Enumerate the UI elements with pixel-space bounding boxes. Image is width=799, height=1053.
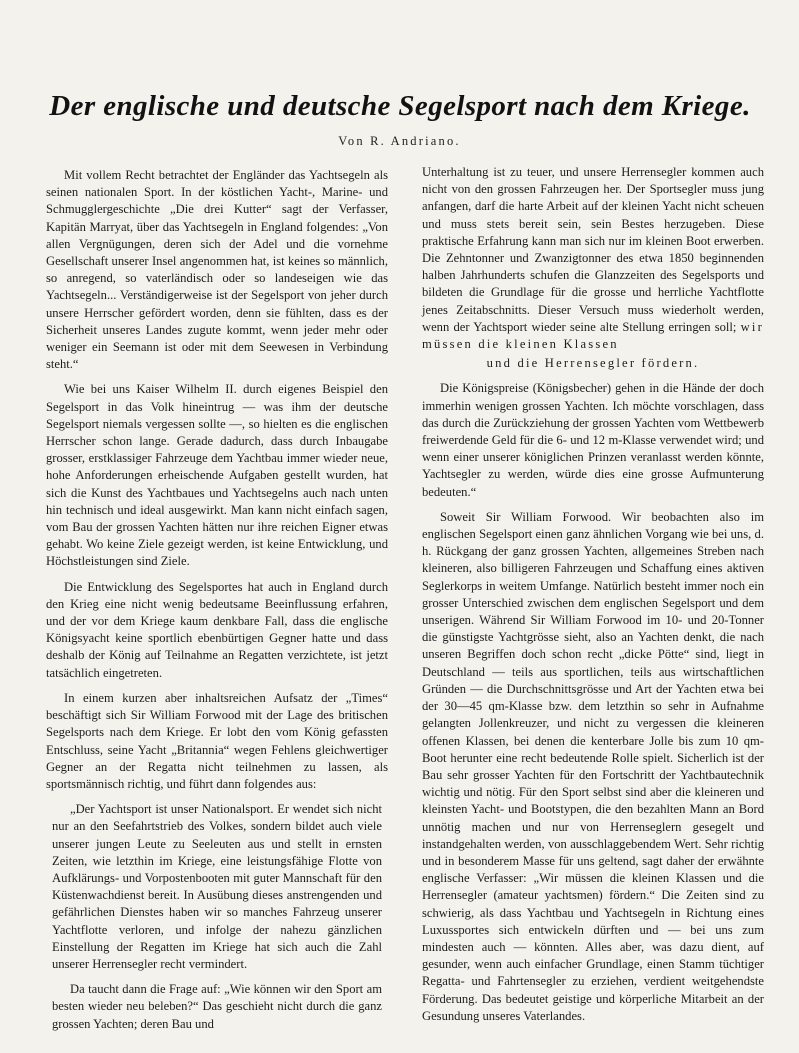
left-column (46, 167, 388, 1041)
article-byline: Von R. Andriano. (338, 134, 461, 148)
quote-paragraph: „Der Yachtsport ist unser Nationalsport. Er wendet sich nicht nur an den Seefahrtstrieb des Volkes, sondern bildet auch viele unserer jungen Leute zu Seeleuten aus und stellt in ernsten Zeiten, wie letzthin im Kriege, eine leistungsfähige Flotte von Aufklärungs- und Vorpostenbooten mit guter Mannschaft für den Küstenwachdienst bereit. In Ausübung dieses anstrengenden und gefährlichen Dienstes haben wir so manches Fahrzeug unserer Yachtflotte verloren, und infolge der nahezu gänzlichen Einstellung der Regatten im Kriege hat sich auch die Zahl unserer Herrensegler recht vermindert. (52, 802, 382, 971)
paragraph: Soweit Sir William Forwood. Wir beobachten also im englischen Segelsport einen ganz ähnlichen Vorgang wie bei uns, d. h. Rückgang der ganz grossen Yachten, allgemeines Streben nach kleineren, also billigeren Fahrzeugen und Schaffung eines aktiven Seglerkorps in weitem Umfange. Natürlich besteht immer noch ein grosser Unterschied zwischen dem englischen Segelsport und dem unserigen. Während Sir William Forwood im 10- und 20-Tonner die günstigste Yachtgrösse sieht, also an Yachten denkt, die nach unseren Begriffen doch schon recht „dicke Pötte“ sind, liegt in Deutschland — teils aus sportlichen, teils aus wirtschaftlichen Gründen — die Durchschnittsgrösse und Art der Yachten etwa bei der 30—45 qm-Klasse bzw. dem letzthin so sehr in Aufnahme gelangten Jollenkreuzer, und nicht zu vergessen die kleineren offenen Klassen, bei denen die kenterbare Jolle bis zum 10 qm-Boot herunter eine recht bedeutende Rolle spielt. Sicherlich ist der Bau sehr grosser Yachten für den Fortschritt der Yachtbautechnik wichtig und nötig. Für den Sport selbst sind aber die kleineren und kleinsten Yacht- und Bootstypen, die den bezahlten Mann an Bord unnötig machen und nur von Herrenseglern gesegelt und instandgehalten werden, von ausschlaggebendem Wert. Sehr richtig und in besonderem Masse für uns geltend, sagt daher der erwähnte englische Verfasser: „Wir müssen die kleinen Klassen und die Herrensegler (amateur yachtsmen) fördern.“ Die Zeiten sind zu schwierig, als dass Yachtbau und Yachtsegeln in Richtung eines Luxussportes sich entwickeln dürften und — bei uns zum mindesten auch — könnten. Alles aber, was dazu dient, auf gesunder, wenn auch einfacher Grundlage, einen Stamm tüchtiger Regatta- und Fahrtensegler zu erziehen, verdient weitgehendste Förderung. Das bedeutet geistige und körperliche Mitarbeit an der Gesundung unseres Vaterlandes. (422, 509, 764, 1023)
paragraph: Wie bei uns Kaiser Wilhelm II. durch eigenes Beispiel den Segelsport in das Volk hineintrug — was ihm der deutsche Segelsport niemals vergessen sollte —, so hielten es die englischen Herrscher schon lange. Gerade dadurch, dass durch Inbaugabe grosser, erstklassiger Fahrzeuge dem Yachtbau immer wieder neue, hohe Anforderungen erheischende Aufgaben gestellt wurden, hat sich die Kunst des Yachtbaues und Yachtsegelns auch nach unten hin technisch und ideal ausgewirkt. Man kann nicht einfach sagen, vom Bau der grossen Yachten hätten nur ihre reichen Eigner etwas gehabt. Wo keine Ziele gezeigt werden, ist keine Entwicklung, und Höchstleistungen sind Ziele. (46, 382, 388, 569)
emphasized-text: wir müssen die kleinen Klassen (422, 319, 764, 352)
paragraph: Mit vollem Recht betrachtet der Engländer das Yachtsegeln als seinen nationalen Sport. In der köstlichen Yacht-, Marine- und Schmugglergeschichte „Die drei Kutter“ sagt der Verfasser, Kapitän Marryat, über das Yachtsegeln in England folgendes: „Von allen Vergnügungen, deren sich der Adel und die vornehme Gesellschaft unserer Insel angenommen hat, ist keines so männlich, so anregend, so vaterländisch oder so landeseigen wie das Yachtsegeln... Verständigerweise ist der Segelsport von jeher durch unsere Herrscher gefördert worden, denn sie fühlten, dass es der Sicherheit unseres Landes zugute kommt, wenn jeder mehr oder weniger ein Seemann ist oder mit dem Seewesen in Verbindung steht.“ (46, 168, 388, 372)
paragraph: Die Entwicklung des Segelsportes hat auch in England durch den Krieg eine nicht wenig bedeutsame Beeinflussung erfahren, und der vor dem Kriege kaum denkbare Fall, dass die englische Königsyacht keine sportlich ebenbürtigen Gegner hatte und dass deshalb der König auf Teilnahme an Regatten verzichtete, ist jetzt tatsächlich eingetreten. (46, 579, 388, 680)
paragraph (422, 164, 764, 353)
paragraph: In einem kurzen aber inhaltsreichen Aufsatz der „Times“ beschäftigt sich Sir William Forwood mit der Lage des britischen Segelsports nach dem Kriege. Er lobt den vom König gefassten Entschluss, seine Yacht „Britannia“ wegen Fehlens gleichwertiger Gegner an der Regatta nicht teilnehmen zu lassen, als sportsmännisch richtig, und führt dann folgendes aus: (46, 690, 388, 791)
article-title: Der englische und deutsche Segelsport nach dem Kriege. (49, 90, 751, 122)
paragraph-text: Unterhaltung ist zu teuer, und unsere Herrensegler kommen auch nicht von den grossen Fahrzeugen her. Der Sportsegler muss jung anfangen, darf die harte Arbeit auf der kleinen Yacht nicht scheuen und muss stets bereit sein, sein Bestes herzugeben. Diese praktische Erfahrung kann man sich nur im kleinen Boot erwerben. Die Zehntonner und Zwanzigtonner des etwa 1850 beginnenden halben Jahrhunderts schufen die Glanzzeiten des Segelsports und bildeten die Grundlage für die grosse und herrliche Yachtflotte jenes Zeitabschnitts. Dieser Versuch muss wiederholt werden, wenn der Yachtsport wieder seine alte Stellung erringen soll; (422, 165, 764, 334)
paragraph: Die Königspreise (Königsbecher) gehen in die Hände der doch immerhin wenigen grossen Yachten. Ich möchte vorschlagen, dass das durch die Zurückziehung der grossen Yachten vom Wettbewerb freiwerdende Geld für die 6- und 12 m-Klasse verwendet wird; und wenn einer unserer königlichen Prinzen veranlasst werden könnte, Yachtsegler zu werden, würde dies eine grosse Aufmunterung bedeuten.“ (422, 381, 764, 499)
emphasized-line: und die Herrensegler fördern. (486, 356, 700, 371)
quote-paragraph: Da taucht dann die Frage auf: „Wie können wir den Sport am besten wieder neu beleben?“ Das geschieht nicht durch die ganz grossen Yachten; deren Bau und (52, 982, 382, 1031)
right-column (422, 164, 764, 1033)
